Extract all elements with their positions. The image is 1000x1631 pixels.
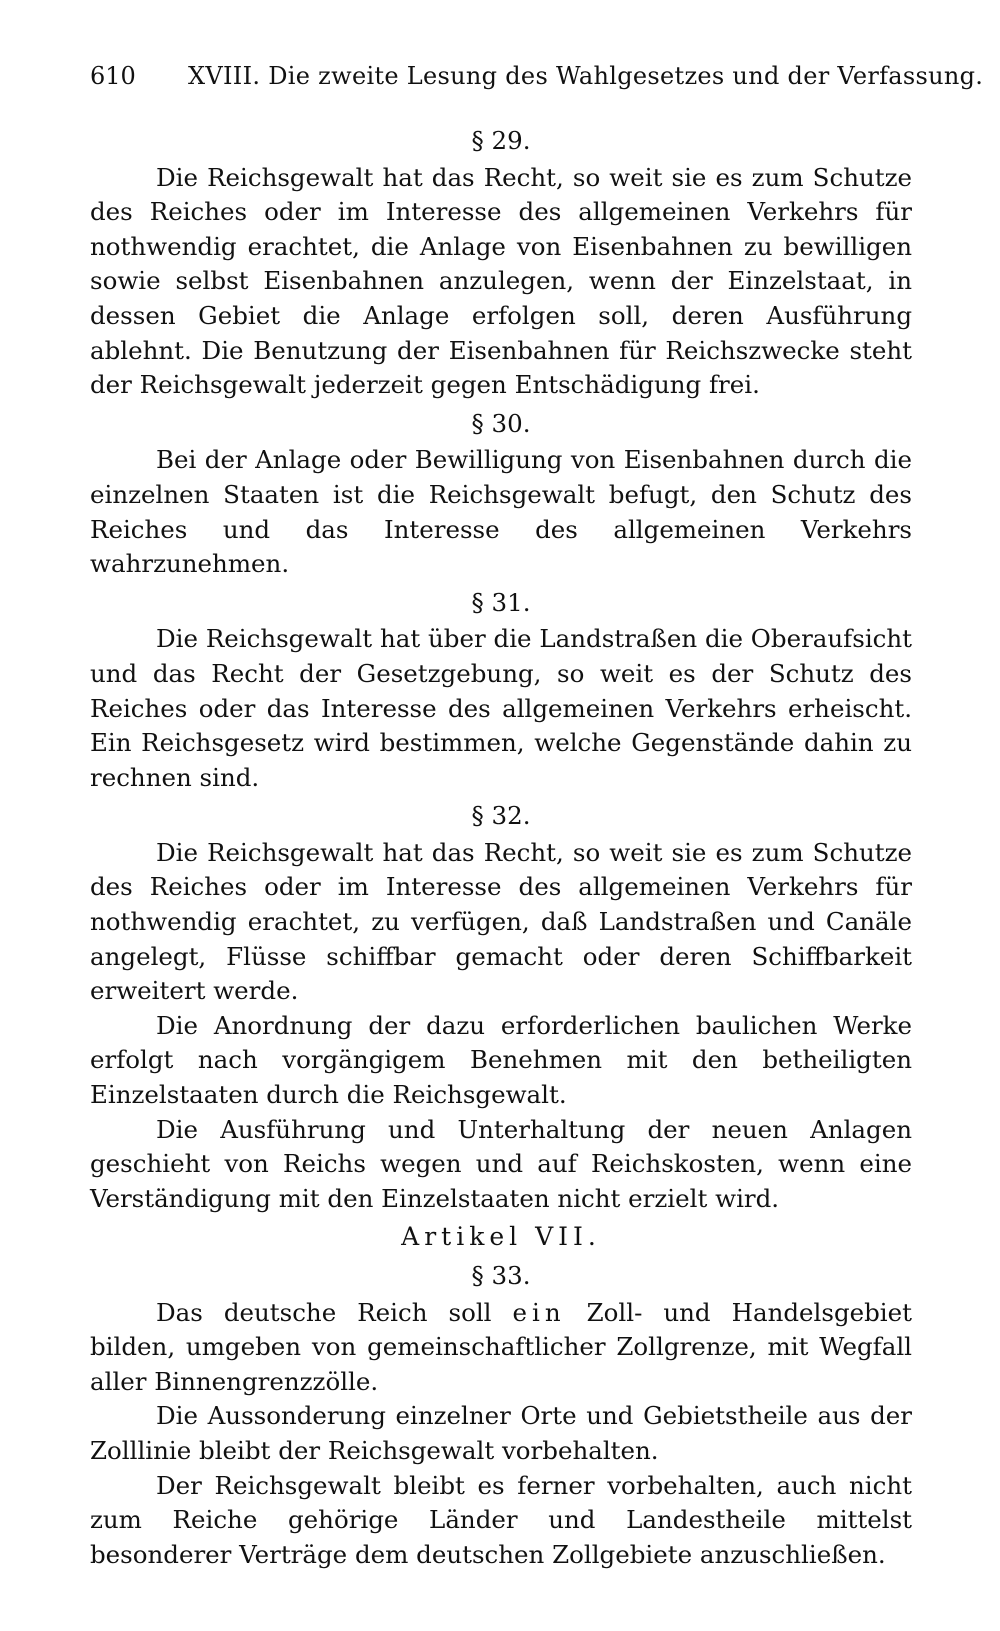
text-run: Das deutsche Reich soll — [156, 1297, 513, 1327]
page-number: 610 — [90, 62, 136, 90]
page-header — [90, 62, 984, 90]
running-title: XVIII. Die zweite Lesung des Wahlgesetzes und der Verfassung. — [188, 62, 984, 90]
paragraph: Die Reichsgewalt hat das Recht, so weit sie es zum Schutze des Reiches oder im Interesse des allgemeinen Verkehrs für nothwendig erachtet, die Anlage von Eisenbahnen zu bewilligen sowie selbst Eisenbahnen anzulegen, wenn der Einzelstaat, in dessen Gebiet die Anlage erfolgen soll, deren Ausführung ablehnt. Die Benutzung der Eisenbahnen für Reichszwecke steht der Reichsgewalt jederzeit gegen Entschädigung frei. — [90, 162, 912, 400]
paragraph: Die Anordnung der dazu erforderlichen baulichen Werke erfolgt nach vorgängigem Benehmen mit den betheiligten Einzelstaaten durch die Reichsgewalt. — [90, 1010, 912, 1110]
page-body — [90, 120, 912, 1572]
article-heading: Artikel VII. — [401, 1222, 601, 1252]
paragraph: Die Reichsgewalt hat über die Landstraßen die Oberaufsicht und das Recht der Gesetzgebung, so weit es der Schutz des Reiches oder das Interesse des allgemeinen Verkehrs erheischt. Ein Reichsgesetz wird bestimmen, welche Gegenstände dahin zu rechnen sind. — [90, 624, 912, 792]
paragraph — [90, 1296, 912, 1400]
paragraph: Die Ausführung und Unterhaltung der neuen Anlagen geschieht von Reichs wegen und auf Reichskosten, wenn eine Verständigung mit den Einzelstaaten nicht erzielt wird. — [90, 1114, 912, 1213]
paragraph: Bei der Anlage oder Bewilligung von Eisenbahnen durch die einzelnen Staaten ist die Reichsgewalt befugt, den Schutz des Reiches und das Interesse des allgemeinen Verkehrs wahrzunehmen. — [90, 445, 912, 579]
text-run: Zoll- und Handelsgebiet bilden, umgeben von gemeinschaftlicher Zollgrenze, mit Wegfall aller Binnengrenzzölle. — [90, 1297, 912, 1396]
emphasized-word: ein — [512, 1297, 566, 1327]
paragraph: Die Aussonderung einzelner Orte und Gebietstheile aus der Zolllinie bleibt der Reichsgewalt vorbehalten. — [90, 1401, 912, 1465]
section-heading-30: § 30. — [471, 408, 531, 438]
paragraph: Der Reichsgewalt bleibt es ferner vorbehalten, auch nicht zum Reiche gehörige Länder und Landestheile mittelst besonderer Verträge dem deutschen Zollgebiete anzuschließen. — [90, 1470, 912, 1569]
section-heading-29: § 29. — [471, 126, 531, 155]
section-heading-32: § 32. — [471, 801, 531, 831]
section-heading-31: § 31. — [471, 587, 531, 617]
paragraph: Die Reichsgewalt hat das Recht, so weit sie es zum Schutze des Reiches oder im Interesse des allgemeinen Verkehrs für nothwendig erachtet, zu verfügen, daß Landstraßen und Canäle angelegt, Flüsse schiffbar gemacht oder deren Schiffbarkeit erweitert werde. — [90, 837, 912, 1006]
section-heading-33: § 33. — [471, 1261, 531, 1290]
